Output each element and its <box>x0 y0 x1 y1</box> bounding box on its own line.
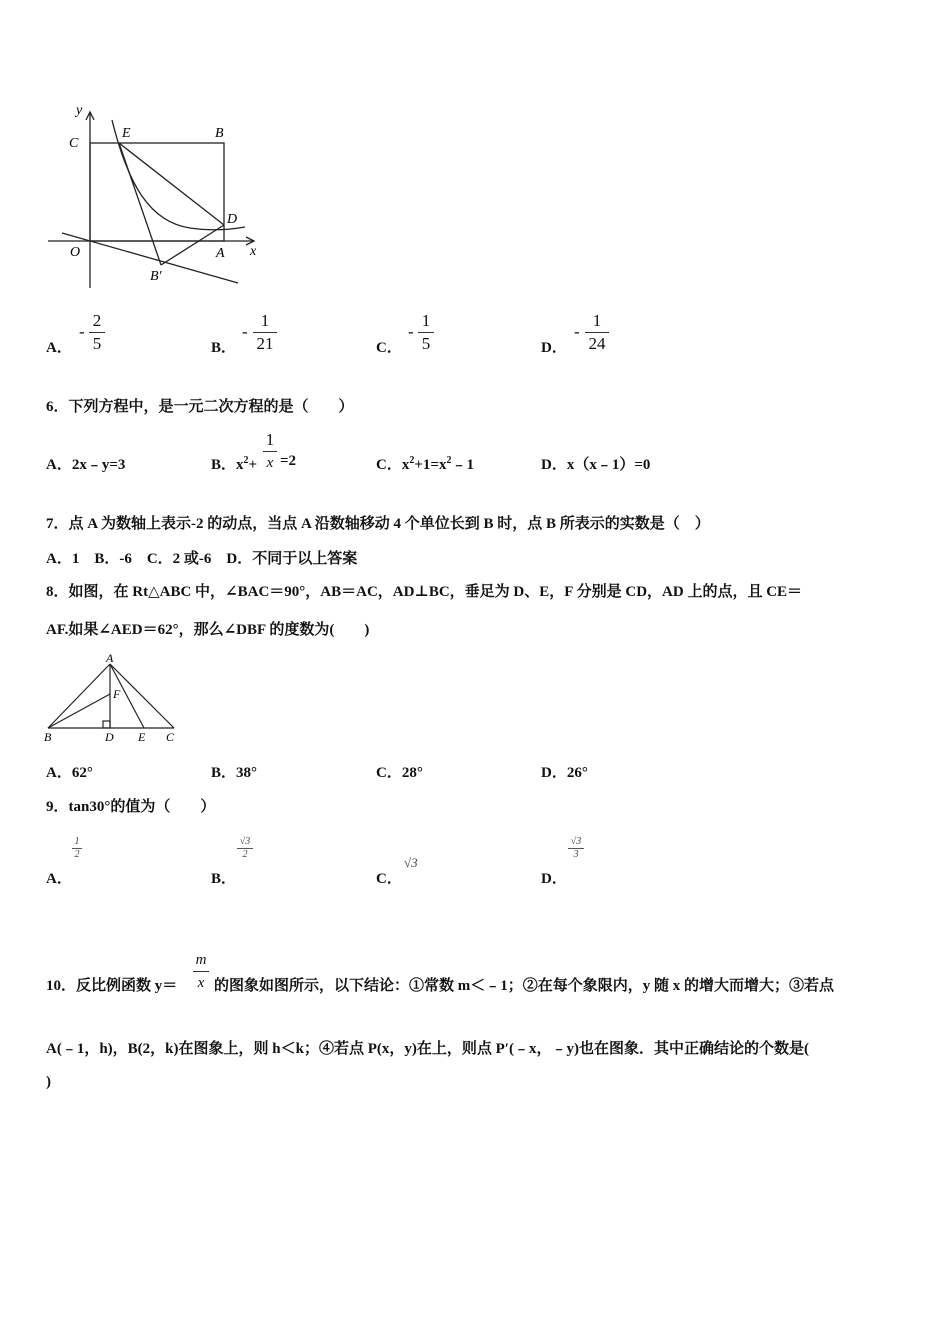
q10-stem-pre: 10．反比例函数 y＝ <box>46 978 178 994</box>
q5-figure <box>40 100 270 290</box>
segment-BpD <box>161 225 224 265</box>
label-A: A <box>216 246 225 261</box>
q8-option-d: D．26° <box>541 765 588 781</box>
q5-option-a-fraction <box>89 311 105 354</box>
q6-option-b <box>211 453 257 474</box>
q5-option-a-letter: A． <box>46 340 72 356</box>
q5-option-d-num: 1 <box>592 311 602 330</box>
q5-option-c-den: 5 <box>421 334 431 353</box>
q10-frac-num: m <box>195 952 207 968</box>
q5-option-d-den: 24 <box>588 334 606 353</box>
q5-option-b-den: 21 <box>256 334 274 353</box>
q6-option-c-t1: x <box>401 457 410 473</box>
q5-option-b-fraction <box>253 311 277 354</box>
side-AB <box>48 664 110 728</box>
q9-option-a-num: 1 <box>74 836 80 847</box>
q8-label-B: B <box>44 730 52 744</box>
q5-option-d-letter: D． <box>541 340 567 356</box>
q8-option-b: B．38° <box>211 765 258 781</box>
q9-option-b-den: 2 <box>242 849 248 860</box>
q8-label-E: E <box>138 730 146 744</box>
q5-option-a-num: 2 <box>92 311 102 330</box>
right-angle-mark <box>103 721 110 728</box>
q6-option-c-letter: C． <box>376 457 402 473</box>
q9-option-d-num: √3 <box>570 836 582 847</box>
q5-option-b-sign: - <box>242 322 248 341</box>
q9-option-b-letter: B． <box>211 871 237 887</box>
hyperbola-curve <box>112 120 245 230</box>
q8-stem-line1: 8．如图，在 Rt△ABC 中，∠BAC＝90°，AB＝AC，AD⊥BC，垂足为 D、E，F 分别是 CD，AD 上的点，且 CE＝ <box>46 584 803 600</box>
q9-option-b-num: √3 <box>239 836 251 847</box>
q9-option-a-den: 2 <box>74 849 80 860</box>
q6-option-b-plus: + <box>248 457 258 473</box>
q6-option-b-frac-den: x <box>266 455 274 471</box>
q10-stem-post: 的图象如图所示，以下结论：①常数 m＜﹣1；②在每个象限内，y 随 x 的增大而增大；③若点 <box>214 978 834 994</box>
q6-option-b-x: x <box>236 457 244 473</box>
label-x: x <box>250 244 257 259</box>
q5-option-a-sign: - <box>79 322 85 341</box>
q9-option-d-fraction <box>568 836 584 861</box>
q5-option-a-den: 5 <box>92 334 102 353</box>
label-C: C <box>69 136 79 151</box>
label-D: D <box>227 212 238 227</box>
q5-option-c-fraction <box>418 311 434 354</box>
q5-option-d-sign: - <box>574 322 580 341</box>
label-O: O <box>70 245 81 260</box>
q5-option-d-fraction <box>585 311 609 354</box>
q8-stem-line2: AF.如果∠AED＝62°，那么∠DBF 的度数为( ) <box>46 622 370 638</box>
q6-option-c-sup2: 2 <box>446 455 452 466</box>
q10-stem-line3: ) <box>46 1074 51 1090</box>
q8-option-c: C．28° <box>376 765 423 781</box>
q9-option-d-den: 3 <box>573 849 579 860</box>
q6-option-b-fraction <box>263 430 277 473</box>
q10-frac-den: x <box>197 975 205 991</box>
q6-option-b-frac-num: 1 <box>265 430 275 449</box>
label-B: B <box>215 126 224 141</box>
segment-EBp <box>119 143 161 265</box>
q5-option-c-num: 1 <box>421 311 431 330</box>
q8-label-D: D <box>105 730 114 744</box>
q9-option-d-letter: D． <box>541 871 567 887</box>
q5-option-c-letter: C． <box>376 340 402 356</box>
q8-option-a: A．62° <box>46 765 93 781</box>
q9-option-b-fraction <box>237 836 253 861</box>
q9-option-c-letter: C． <box>376 871 402 887</box>
q8-figure <box>40 652 185 744</box>
q7-stem: 7．点 A 为数轴上表示-2 的动点，当点 A 沿数轴移动 4 个单位长到 B 时，点 B 所表示的实数是（ ） <box>46 516 710 532</box>
segment-BF <box>48 694 110 728</box>
q5-option-b-num: 1 <box>260 311 270 330</box>
q7-options: A．1 B．-6 C．2 或-6 D．不同于以上答案 <box>46 551 358 567</box>
q10-stem-line2: A(﹣1，h)，B(2，k)在图象上，则 h＜k；④若点 P(x，y)在上，则点 P′(﹣x，﹣y)也在图象．其中正确结论的个数是( <box>46 1041 809 1057</box>
q6-option-b-letter: B． <box>211 457 237 473</box>
q6-option-a: A．2x﹣y=3 <box>46 457 126 473</box>
q6-option-d: D．x（x﹣1）=0 <box>541 457 651 473</box>
q5-option-b-letter: B． <box>211 340 237 356</box>
q6-option-c <box>376 453 474 474</box>
q9-stem: 9．tan30°的值为（ ） <box>46 799 216 815</box>
q6-option-b-post: =2 <box>280 453 297 469</box>
q9-option-c-value: √3 <box>404 855 418 870</box>
q9-option-a-letter: A． <box>46 871 72 887</box>
q6-option-c-t2: +1=x <box>414 457 447 473</box>
q8-label-A: A <box>106 652 114 665</box>
q6-option-c-sup1: 2 <box>409 455 415 466</box>
q6-option-c-t3: ﹣1 <box>451 457 474 473</box>
label-E: E <box>122 126 131 141</box>
q8-label-C: C <box>166 730 175 744</box>
q10-fraction <box>193 950 209 993</box>
q6-option-b-sup: 2 <box>243 455 249 466</box>
q8-label-F: F <box>113 687 121 701</box>
rectangle-OABC <box>90 143 224 241</box>
q5-option-c-sign: - <box>408 322 414 341</box>
label-y: y <box>76 103 83 118</box>
label-Bp: B′ <box>150 269 162 284</box>
q6-stem: 6．下列方程中，是一元二次方程的是（ ） <box>46 399 354 415</box>
q9-option-a-fraction <box>72 836 82 861</box>
